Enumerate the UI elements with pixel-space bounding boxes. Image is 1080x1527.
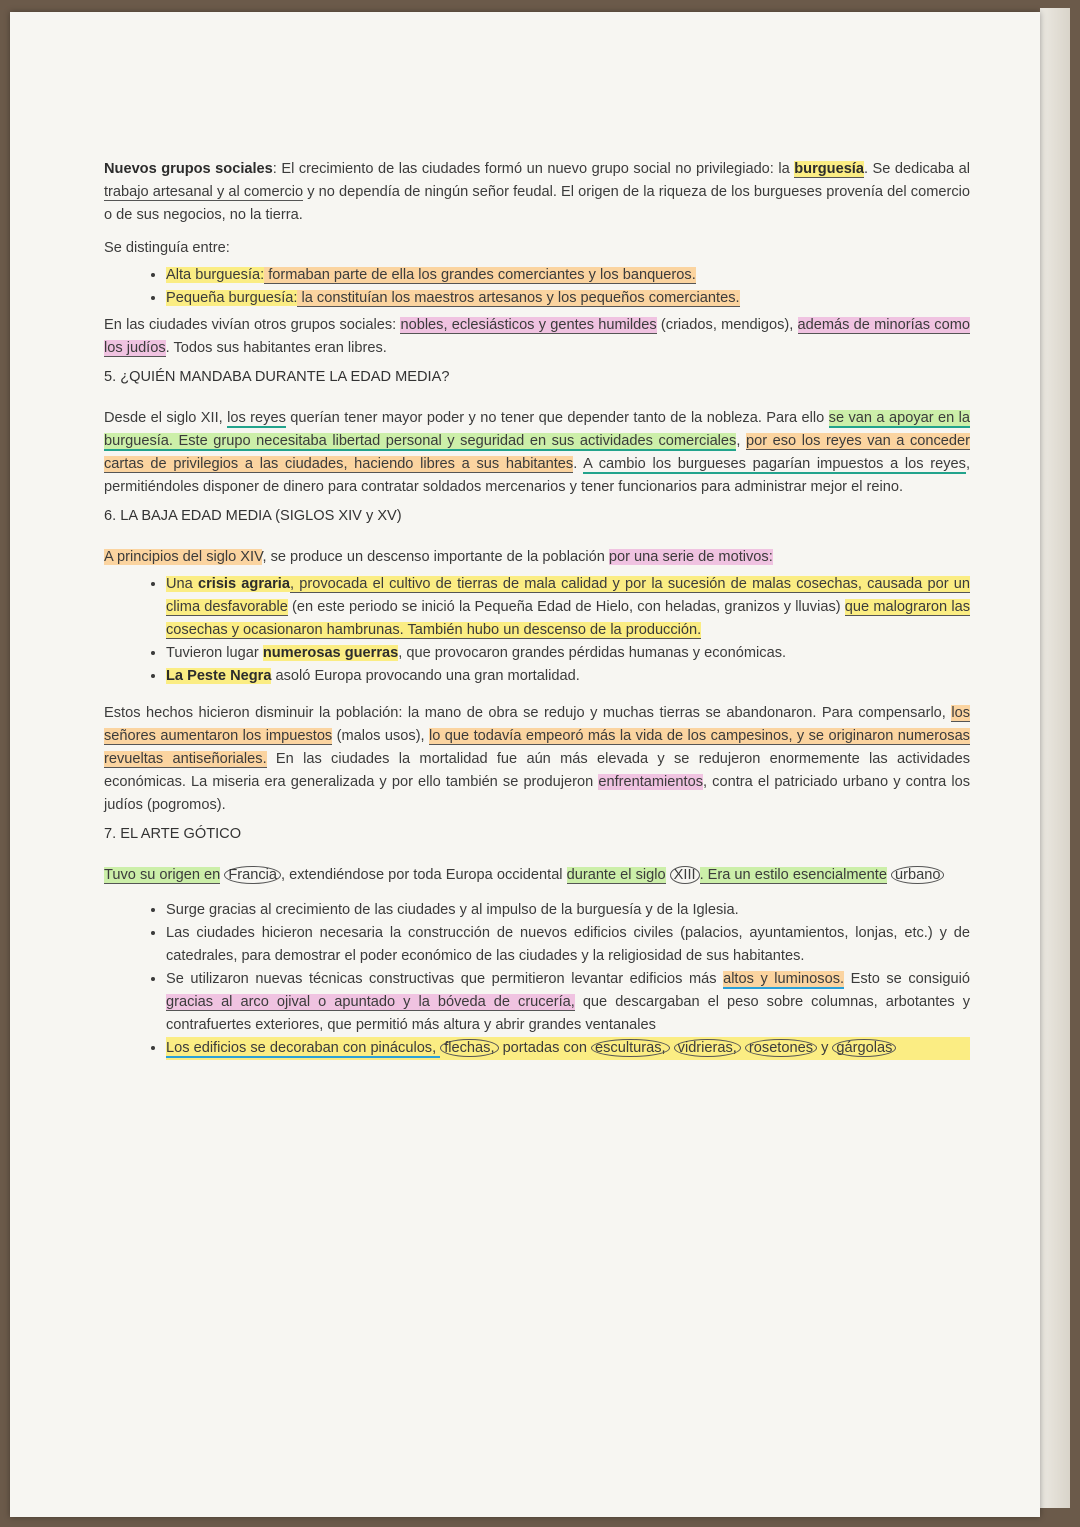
document-body [104, 158, 970, 1064]
list-item: • Alta burguesía: formaban parte de ella los grandes comerciantes y los banqueros. [166, 264, 970, 287]
list-item: • Se utilizaron nuevas técnicas constructivas que permitieron levantar edificios más altos y luminosos. Esto se consiguió gracias al arco ojival o apuntado y la bóveda de crucería, que descargaban el peso sobre columnas, arbotantes y contrafuertes exteriores, que permitió más altura y abrir grandes ventanales [166, 968, 970, 1037]
distinguia-text: Se distinguía entre: [104, 240, 230, 256]
motivos-list [104, 573, 970, 688]
francia-circled: Francia [224, 866, 281, 884]
gotico-list [104, 899, 970, 1060]
section-5-heading: 5. ¿QUIÉN MANDABA DURANTE LA EDAD MEDIA? [104, 369, 450, 385]
list-item: • Las ciudades hicieron necesaria la construcción de nuevos edificios civiles (palacios, ayuntamientos, lonjas, etc.) y de catedrales, para demostrar el poder económico de las ciudades y la religiosidad de sus habitantes. [166, 922, 970, 968]
page-edge [1040, 8, 1070, 1508]
list-item: • Surge gracias al crecimiento de las ciudades y al impulso de la burguesía y de la Iglesia. [166, 899, 970, 922]
intro-paragraph: Nuevos grupos sociales: El crecimiento de las ciudades formó un nuevo grupo social no privilegiado: la burguesía. Se dedicaba al trabajo artesanal y al comercio y no dependía de ningún señor feudal. El origen de la riqueza de los burgueses provenía del comercio o de sus negocios, no la tierra. [104, 161, 971, 223]
burguesia-list [104, 264, 970, 310]
list-item: • Tuvieron lugar numerosas guerras, que provocaron grandes pérdidas humanas y económicas. [166, 642, 970, 665]
otros-paragraph: En las ciudades vivían otros grupos sociales: nobles, eclesiásticos y gentes humildes (criados, mendigos), además de minorías como los judíos. Todos sus habitantes eran libres. [104, 317, 970, 356]
section-6-intro: A principios del siglo XIV, se produce un descenso importante de la población por una serie de motivos: [104, 549, 773, 565]
list-item: • Los edificios se decoraban con pináculos, flechas, portadas con esculturas, vidrieras, rosetones y gárgolas [166, 1037, 970, 1060]
section-6-heading: 6. LA BAJA EDAD MEDIA (SIGLOS XIV y XV) [104, 508, 402, 524]
burguesia-term: burguesía [794, 161, 864, 177]
intro-title: Nuevos grupos sociales [104, 161, 273, 177]
list-item: • Pequeña burguesía: la constituían los maestros artesanos y los pequeños comerciantes. [166, 287, 970, 310]
section-7-heading: 7. EL ARTE GÓTICO [104, 826, 242, 842]
list-item: • Una crisis agraria, provocada el cultivo de tierras de mala calidad y por la sucesión de malas cosechas, causada por un clima desfavorable (en este periodo se inició la Pequeña Edad de Hielo, con heladas, granizos y lluvias) que malograron las cosechas y ocasionaron hambrunas. También hubo un descenso de la producción. [166, 573, 970, 642]
section-5-paragraph: Desde el siglo XII, los reyes querían tener mayor poder y no tener que depender tanto de la nobleza. Para ello se van a apoyar en la burguesía. Este grupo necesitaba libertad personal y seguridad en sus actividades comerciales, por eso los reyes van a conceder cartas de privilegios a las ciudades, haciendo libres a sus habitantes. A cambio los burgueses pagarían impuestos a los reyes, permitiéndoles disponer de dinero para contratar soldados mercenarios y tener funcionarios para administrar mejor el reino. [104, 410, 970, 495]
list-item: • La Peste Negra asoló Europa provocando una gran mortalidad. [166, 665, 970, 688]
section-6-consequences: Estos hechos hicieron disminuir la población: la mano de obra se redujo y muchas tierras se abandonaron. Para compensarlo, los señores aumentaron los impuestos (malos usos), lo que todavía empeoró más la vida de los campesinos, y se originaron numerosas revueltas antiseñoriales. En las ciudades la mortalidad fue aún más elevada y se redujeron enormemente las actividades económicas. La miseria era generalizada y por ello también se produjeron enfrentamientos, contra el patriciado urbano y contra los judíos (pogromos). [104, 705, 971, 813]
section-7-intro: Tuvo su origen en Francia , extendiéndose por toda Europa occidental durante el siglo XIII . Era un estilo esencialmente urbano [104, 864, 970, 887]
